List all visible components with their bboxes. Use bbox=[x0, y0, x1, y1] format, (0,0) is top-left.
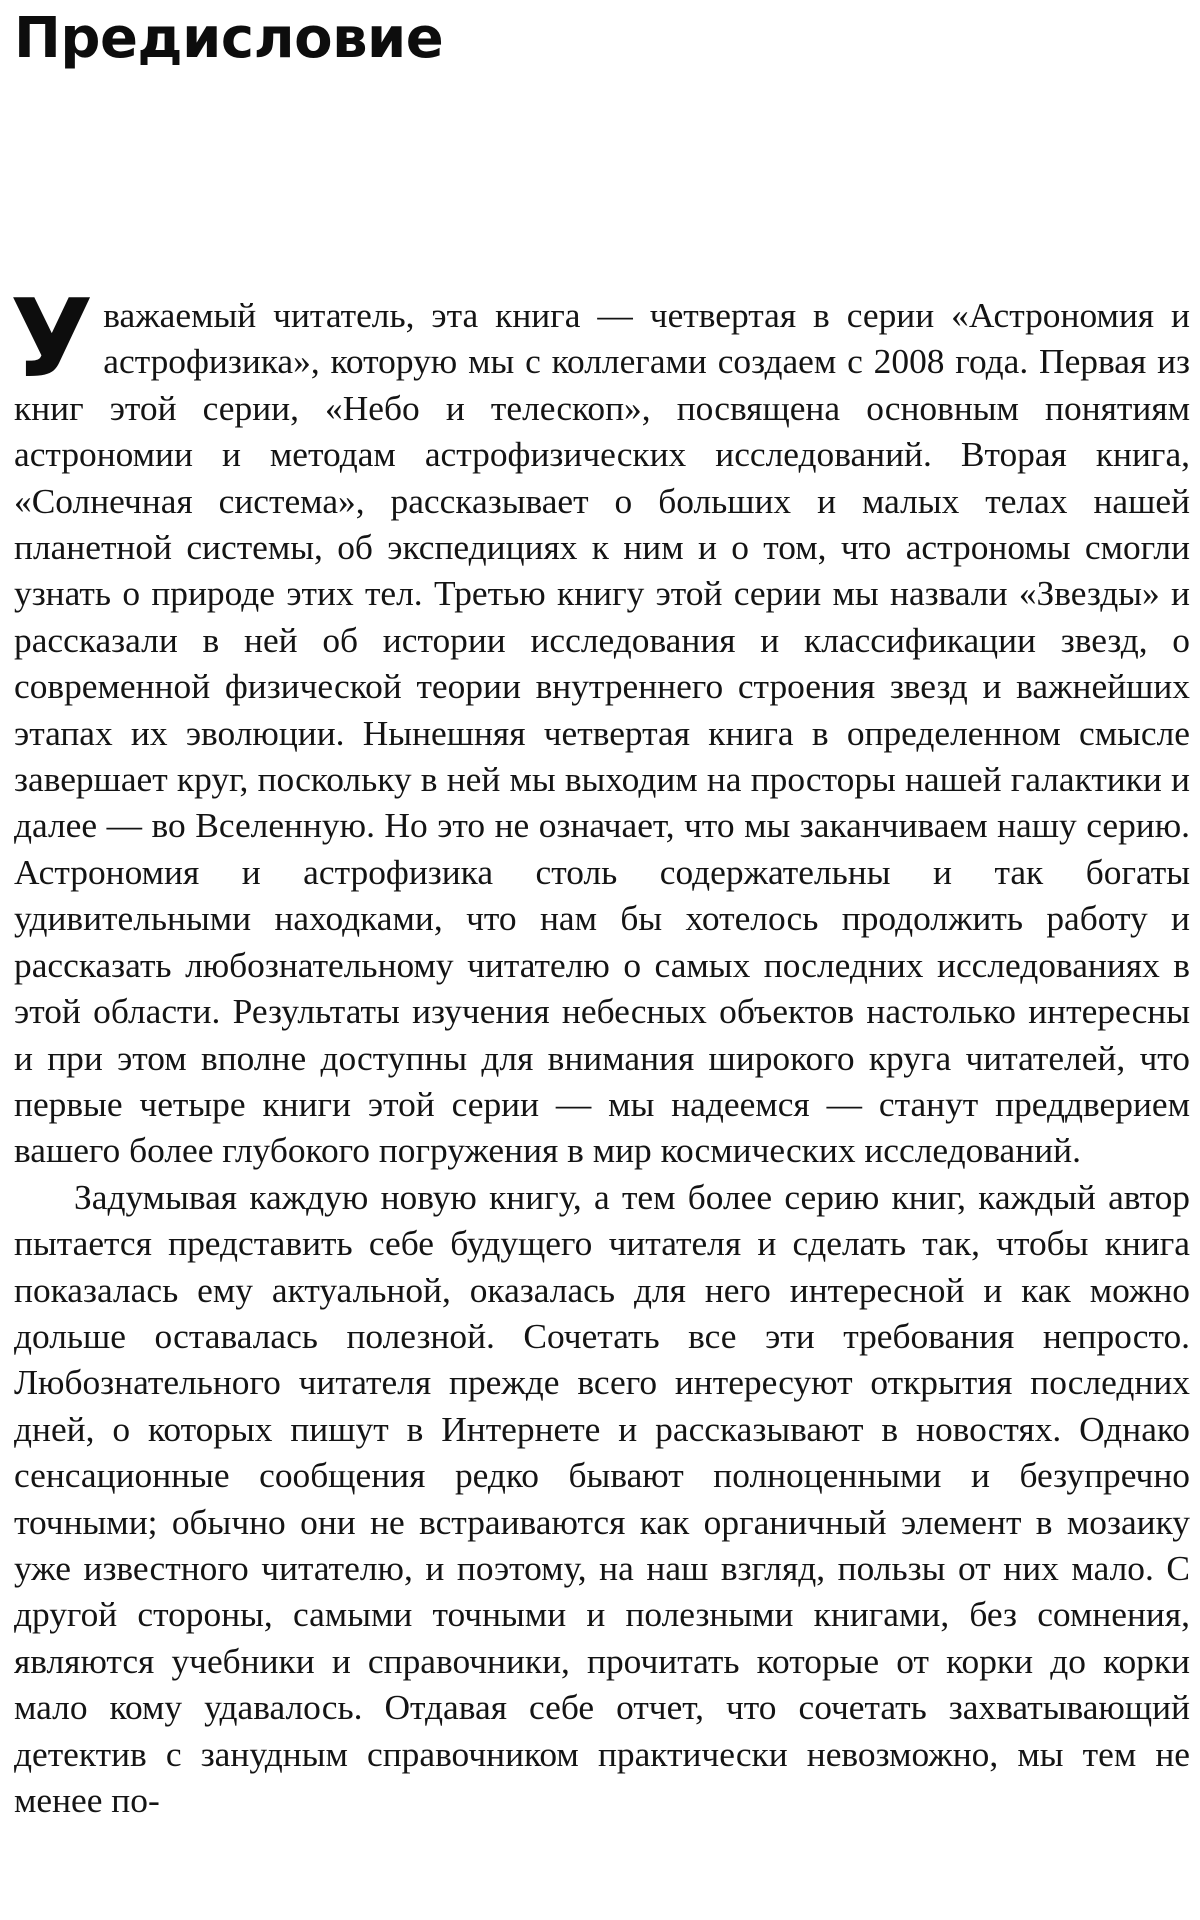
body-text bbox=[10, 277, 1190, 1823]
paragraph-1-text: важаемый читатель, эта книга — четвертая в серии «Астрономия и астрофизика», которую мы с коллегами создаем с 2008 года. Первая из книг этой серии, «Небо и телескоп», посвящена основным понятиям астрономии и методам астрофизических исследований. Вторая книга, «Солнечная система», рассказывает о больших и малых телах нашей планетной системы, об экспедициях к ним и о том, что астрономы смогли узнать о природе этих тел. Третью книгу этой серии мы назвали «Звезды» и рассказали в ней об истории исследования и классификации звезд, о современной физической теории внутреннего строения звезд и важнейших этапах их эволюции. Нынешняя четвертая книга в определенном смысле завершает круг, поскольку в ней мы выходим на просторы нашей галактики и далее — во Вселенную. Но это не означает, что мы заканчиваем нашу серию. Астрономия и астрофизика столь содержательны и так богаты удивительными находками, что нам бы хотелось продолжить работу и рассказать любознательному читателю о самых последних исследованиях в этой области. Результаты изучения небесных объектов настолько интересны и при этом вполне доступны для внимания широкого круга читателей, что первые четыре книги этой серии — мы надеемся — станут преддверием вашего более глубокого погружения в мир космических исследований. bbox=[14, 295, 1190, 1171]
chapter-title: Предисловие bbox=[14, 6, 444, 71]
paragraph-1 bbox=[10, 277, 1190, 1174]
paragraph-2: Задумывая каждую новую книгу, а тем более серию книг, каждый автор пытается представить себе будущего читателя и сделать так, чтобы книга показалась ему актуальной, оказалась для него интересной и как можно дольше оставалась полезной. Сочетать все эти требования непросто. Любознательного читателя прежде всего интересуют открытия последних дней, о которых пишут в Интернете и рассказывают в новостях. Однако сенсационные сообщения редко бывают полноценными и безупречно точными; обычно они не встраиваются как органичный элемент в мозаику уже известного читателю, и поэтому, на наш взгляд, пользы от них мало. С другой стороны, самыми точными и полезными книгами, без сомнения, являются учебники и справочники, прочитать которые от корки до корки мало кому удавалось. Отдавая себе отчет, что сочетать захватывающий детектив с занудным справочником практически невозможно, мы тем не менее по- bbox=[14, 1176, 1190, 1820]
drop-cap: У bbox=[10, 277, 94, 402]
